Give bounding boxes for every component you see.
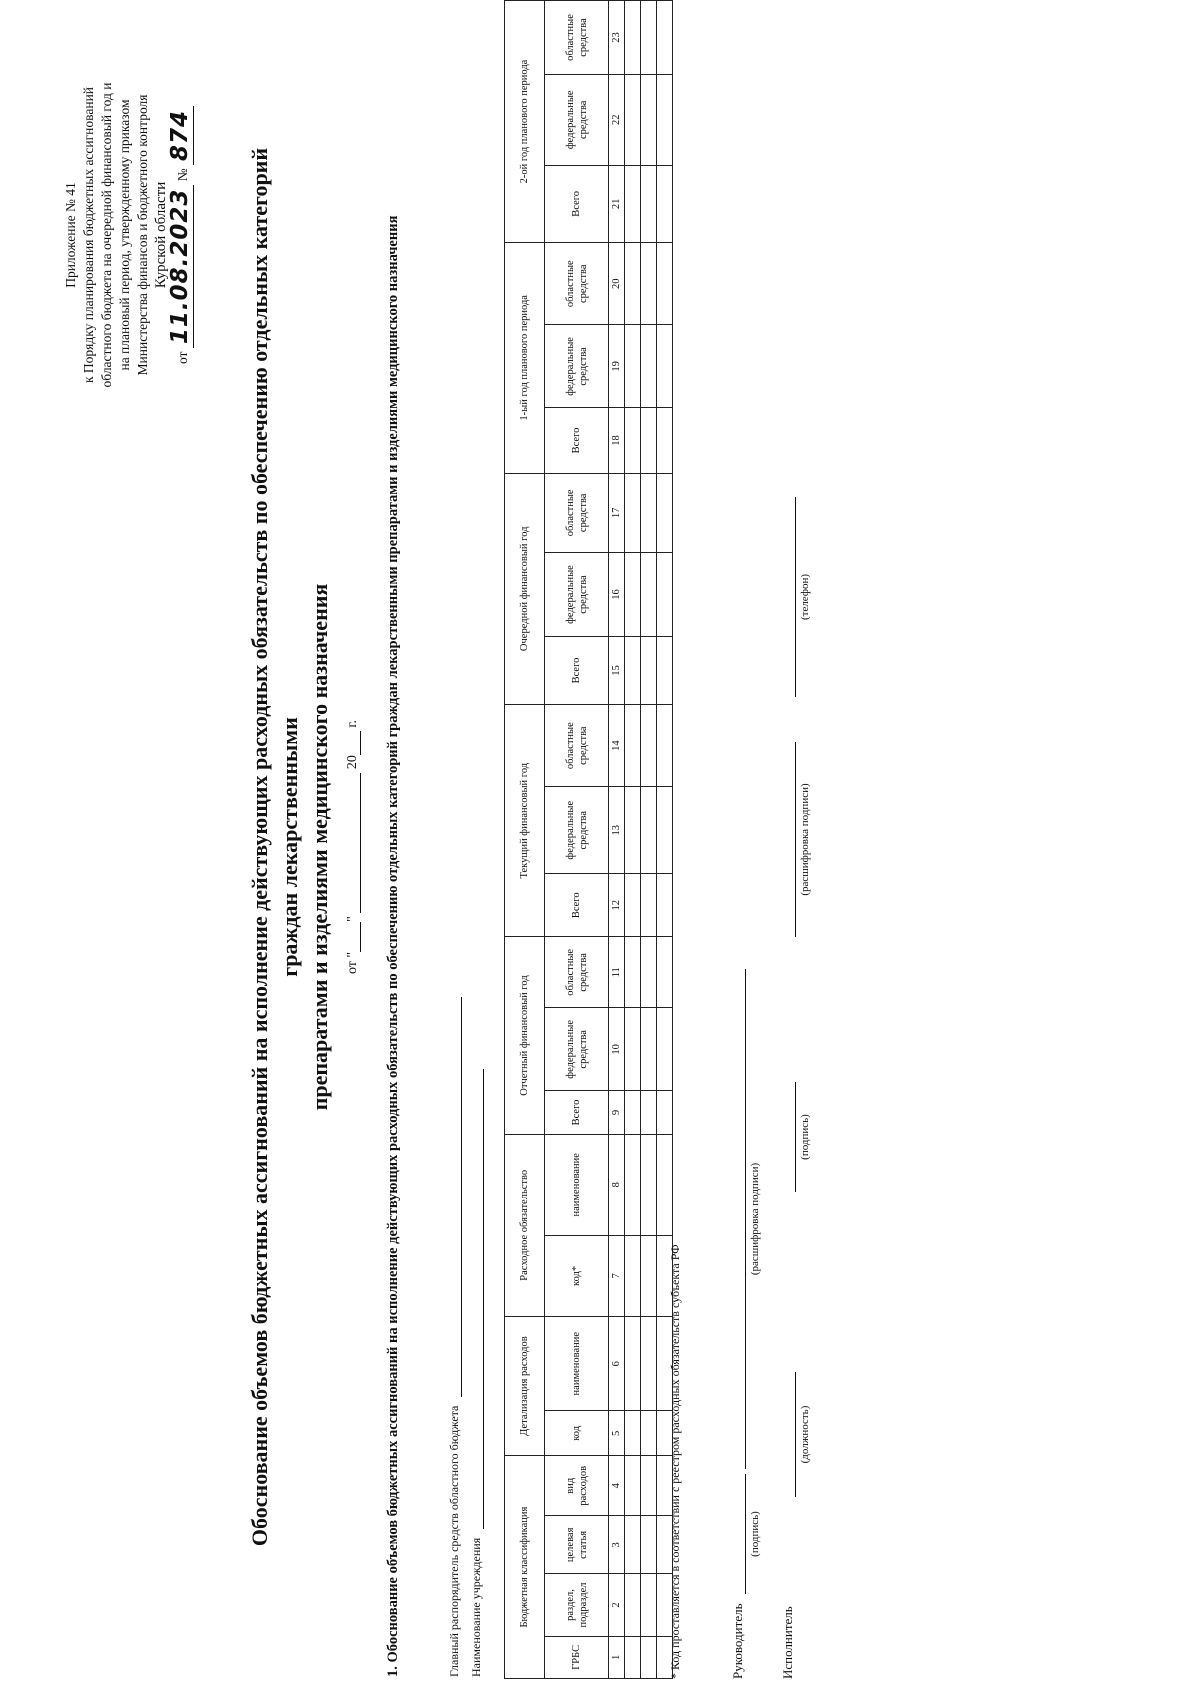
year-prefix: 20 bbox=[345, 755, 360, 770]
table-column-header: федеральные средства bbox=[545, 553, 609, 637]
table-cell bbox=[641, 408, 657, 473]
table-cell bbox=[625, 1636, 641, 1678]
head-signature-caption: (подпись) bbox=[749, 1511, 761, 1557]
institution-field bbox=[469, 1069, 484, 1677]
table-cell bbox=[641, 704, 657, 786]
approval-line: на плановый период, утвержденному приказом bbox=[117, 99, 132, 371]
table-cell bbox=[657, 165, 673, 243]
number-label: № bbox=[175, 168, 190, 182]
table-cell bbox=[625, 473, 641, 553]
table-column-header: федеральные средства bbox=[545, 75, 609, 166]
table-cell bbox=[657, 408, 673, 473]
table-cell bbox=[641, 1411, 657, 1456]
table-cell bbox=[625, 704, 641, 786]
executor-label: Исполнитель bbox=[780, 1606, 795, 1679]
table-cell bbox=[657, 1, 673, 75]
table-column-number: 2 bbox=[609, 1574, 625, 1636]
section-heading: 1. Обоснование объемов бюджетных ассигнований на исполнение действующих расходных обязательств по обеспечению отдельных категорий граждан лекарственными препаратами и изделиями медицинского назначения bbox=[385, 215, 401, 1677]
table-column-number: 23 bbox=[609, 1, 625, 75]
table-cell bbox=[641, 1574, 657, 1636]
table-cell bbox=[641, 787, 657, 874]
table-cell bbox=[625, 787, 641, 874]
table-column-header: вид расходов bbox=[545, 1456, 609, 1516]
approval-block bbox=[62, 70, 192, 400]
approval-line: областного бюджета на очередной финансовый год и bbox=[99, 82, 114, 388]
executor-signature-line bbox=[795, 1082, 796, 1192]
executor-phone-caption: (телефон) bbox=[799, 573, 811, 621]
table-cell bbox=[657, 243, 673, 325]
appendix-number: Приложение № 41 bbox=[63, 182, 78, 288]
title-line: препаратами и изделиями медицинского назначения bbox=[307, 583, 332, 1111]
table-cell bbox=[657, 1091, 673, 1134]
table-cell bbox=[625, 874, 641, 937]
approval-line: к Порядку планирования бюджетных ассигнований bbox=[81, 86, 96, 384]
table-column-header: Всего bbox=[545, 874, 609, 937]
approval-line: Министерства финансов и бюджетного контроля bbox=[135, 94, 150, 376]
table-column-header: ГРБС bbox=[545, 1636, 609, 1678]
table-cell bbox=[657, 874, 673, 937]
table-column-number: 5 bbox=[609, 1411, 625, 1456]
table-group-header-row bbox=[505, 1, 545, 1679]
budget-table bbox=[504, 0, 673, 1679]
table-cell bbox=[641, 937, 657, 1008]
institution-label: Наименование учреждения bbox=[469, 1537, 483, 1677]
order-date-number bbox=[167, 70, 193, 400]
head-label: Руководитель bbox=[730, 1603, 745, 1679]
table-cell bbox=[657, 636, 673, 704]
table-cell bbox=[641, 1, 657, 75]
table-column-header: федеральные средства bbox=[545, 787, 609, 874]
table-column-number: 4 bbox=[609, 1456, 625, 1516]
table-cell bbox=[641, 325, 657, 408]
table-cell bbox=[641, 75, 657, 166]
table-cell bbox=[625, 937, 641, 1008]
date-line bbox=[345, 497, 361, 1197]
table-cell bbox=[657, 1008, 673, 1091]
table-cell bbox=[641, 874, 657, 937]
table-cell bbox=[657, 473, 673, 553]
table-column-number: 7 bbox=[609, 1235, 625, 1316]
table-column-number-row bbox=[609, 1, 625, 1679]
table-cell bbox=[657, 325, 673, 408]
table-column-number: 9 bbox=[609, 1091, 625, 1134]
date-prefix: от bbox=[175, 351, 190, 365]
table-cell bbox=[641, 1636, 657, 1678]
handwritten-number: 874 bbox=[167, 106, 194, 165]
table-column-header: Всего bbox=[545, 165, 609, 243]
table-column-number: 15 bbox=[609, 636, 625, 704]
footnote: * Код проставляется в соответствии с реестром расходных обязательств субъекта РФ bbox=[668, 1244, 682, 1679]
table-cell bbox=[641, 1316, 657, 1411]
table-cell bbox=[625, 1235, 641, 1316]
table-column-number: 11 bbox=[609, 937, 625, 1008]
table-cell bbox=[641, 1516, 657, 1574]
table-column-number: 17 bbox=[609, 473, 625, 553]
handwritten-date: 11.08.2023 bbox=[167, 185, 194, 349]
table-row bbox=[641, 1, 657, 1679]
table-cell bbox=[657, 75, 673, 166]
table-group-header: Текущий финансовый год bbox=[505, 704, 545, 936]
table-group-header: Очередной финансовый год bbox=[505, 473, 545, 704]
table-cell bbox=[657, 553, 673, 637]
main-manager-blank bbox=[461, 997, 462, 1397]
year-blank bbox=[360, 731, 361, 755]
table-cell bbox=[625, 1456, 641, 1516]
table-column-number: 13 bbox=[609, 787, 625, 874]
document-title bbox=[245, 117, 335, 1577]
table-column-header: областные средства bbox=[545, 704, 609, 786]
table-column-header: областные средства bbox=[545, 937, 609, 1008]
table-column-number: 21 bbox=[609, 165, 625, 243]
table-cell bbox=[625, 636, 641, 704]
table-column-header-row bbox=[545, 1, 609, 1679]
table-cell bbox=[641, 473, 657, 553]
table-cell bbox=[641, 1235, 657, 1316]
table-cell bbox=[625, 553, 641, 637]
executor-position-caption: (должность) bbox=[799, 1405, 811, 1464]
table-column-number: 14 bbox=[609, 704, 625, 786]
table-column-number: 3 bbox=[609, 1516, 625, 1574]
approval-region: Курской области bbox=[153, 181, 169, 289]
table-column-header: федеральные средства bbox=[545, 1008, 609, 1091]
table-column-header: наименование bbox=[545, 1316, 609, 1411]
table-column-header: областные средства bbox=[545, 1, 609, 75]
table-cell bbox=[641, 553, 657, 637]
table-column-header: наименование bbox=[545, 1134, 609, 1235]
table-column-number: 16 bbox=[609, 553, 625, 637]
date-line-quote: " bbox=[345, 916, 360, 922]
table-cell bbox=[625, 1091, 641, 1134]
table-column-number: 6 bbox=[609, 1316, 625, 1411]
table-column-header: код* bbox=[545, 1235, 609, 1316]
table-column-number: 22 bbox=[609, 75, 625, 166]
table-cell bbox=[657, 704, 673, 786]
table-column-header: код bbox=[545, 1411, 609, 1456]
table-column-header: федеральные средства bbox=[545, 325, 609, 408]
table-column-header: областные средства bbox=[545, 473, 609, 553]
table-cell bbox=[625, 408, 641, 473]
main-manager-field bbox=[447, 997, 462, 1677]
table-column-header: целевая статья bbox=[545, 1516, 609, 1574]
date-line-prefix: от " bbox=[345, 951, 360, 975]
executor-signature-caption: (подпись) bbox=[799, 1114, 811, 1160]
table-cell bbox=[641, 1091, 657, 1134]
main-manager-label: Главный распорядитель средств областного бюджета bbox=[447, 1405, 461, 1677]
table-column-header: Всего bbox=[545, 636, 609, 704]
table-group-header: Расходное обязательство bbox=[505, 1134, 545, 1316]
table-group-header: 1-ый год планового периода bbox=[505, 243, 545, 473]
table-column-number: 10 bbox=[609, 1008, 625, 1091]
table-cell bbox=[641, 165, 657, 243]
table-column-number: 19 bbox=[609, 325, 625, 408]
table-cell bbox=[625, 243, 641, 325]
table-group-header: Бюджетная классификация bbox=[505, 1456, 545, 1679]
month-blank bbox=[360, 773, 361, 913]
table-cell bbox=[625, 165, 641, 243]
table-column-header: областные средства bbox=[545, 243, 609, 325]
table-cell bbox=[657, 937, 673, 1008]
table-column-number: 8 bbox=[609, 1134, 625, 1235]
table-column-number: 12 bbox=[609, 874, 625, 937]
table-column-number: 18 bbox=[609, 408, 625, 473]
executor-name-line bbox=[795, 742, 796, 937]
table-cell bbox=[641, 243, 657, 325]
table-cell bbox=[641, 1134, 657, 1235]
executor-phone-line bbox=[795, 497, 796, 697]
table-group-header: Детализация расходов bbox=[505, 1316, 545, 1455]
table-cell bbox=[625, 1316, 641, 1411]
institution-blank bbox=[483, 1069, 484, 1529]
table-cell bbox=[657, 1134, 673, 1235]
table-row bbox=[625, 1, 641, 1679]
table-cell bbox=[641, 1456, 657, 1516]
table-column-header: Всего bbox=[545, 408, 609, 473]
executor-position-line bbox=[795, 1372, 796, 1497]
table-cell bbox=[625, 325, 641, 408]
table-cell bbox=[625, 75, 641, 166]
head-name-caption: (расшифровка подписи) bbox=[749, 1162, 761, 1276]
head-signature-line bbox=[745, 1474, 746, 1594]
table-group-header: 2-ой год планового периода bbox=[505, 1, 545, 243]
table-column-header: раздел, подраздел bbox=[545, 1574, 609, 1636]
table-cell bbox=[641, 1008, 657, 1091]
table-column-number: 20 bbox=[609, 243, 625, 325]
table-cell bbox=[625, 1134, 641, 1235]
table-column-number: 1 bbox=[609, 1636, 625, 1678]
table-cell bbox=[625, 1411, 641, 1456]
head-name-line bbox=[745, 969, 746, 1469]
title-line: Обоснование объемов бюджетных ассигнований на исполнение действующих расходных обязательств по обеспечению отдельных категорий граждан лекарственными bbox=[247, 147, 302, 1547]
executor-name-caption: (расшифровка подписи) bbox=[799, 783, 811, 896]
table-column-header: Всего bbox=[545, 1091, 609, 1134]
day-blank bbox=[360, 922, 361, 952]
table-cell bbox=[625, 1574, 641, 1636]
table-cell bbox=[641, 636, 657, 704]
table-group-header: Отчетный финансовый год bbox=[505, 937, 545, 1134]
date-line-suffix: г. bbox=[345, 719, 360, 728]
table-cell bbox=[625, 1516, 641, 1574]
table-cell bbox=[625, 1, 641, 75]
table-cell bbox=[657, 787, 673, 874]
table-cell bbox=[625, 1008, 641, 1091]
